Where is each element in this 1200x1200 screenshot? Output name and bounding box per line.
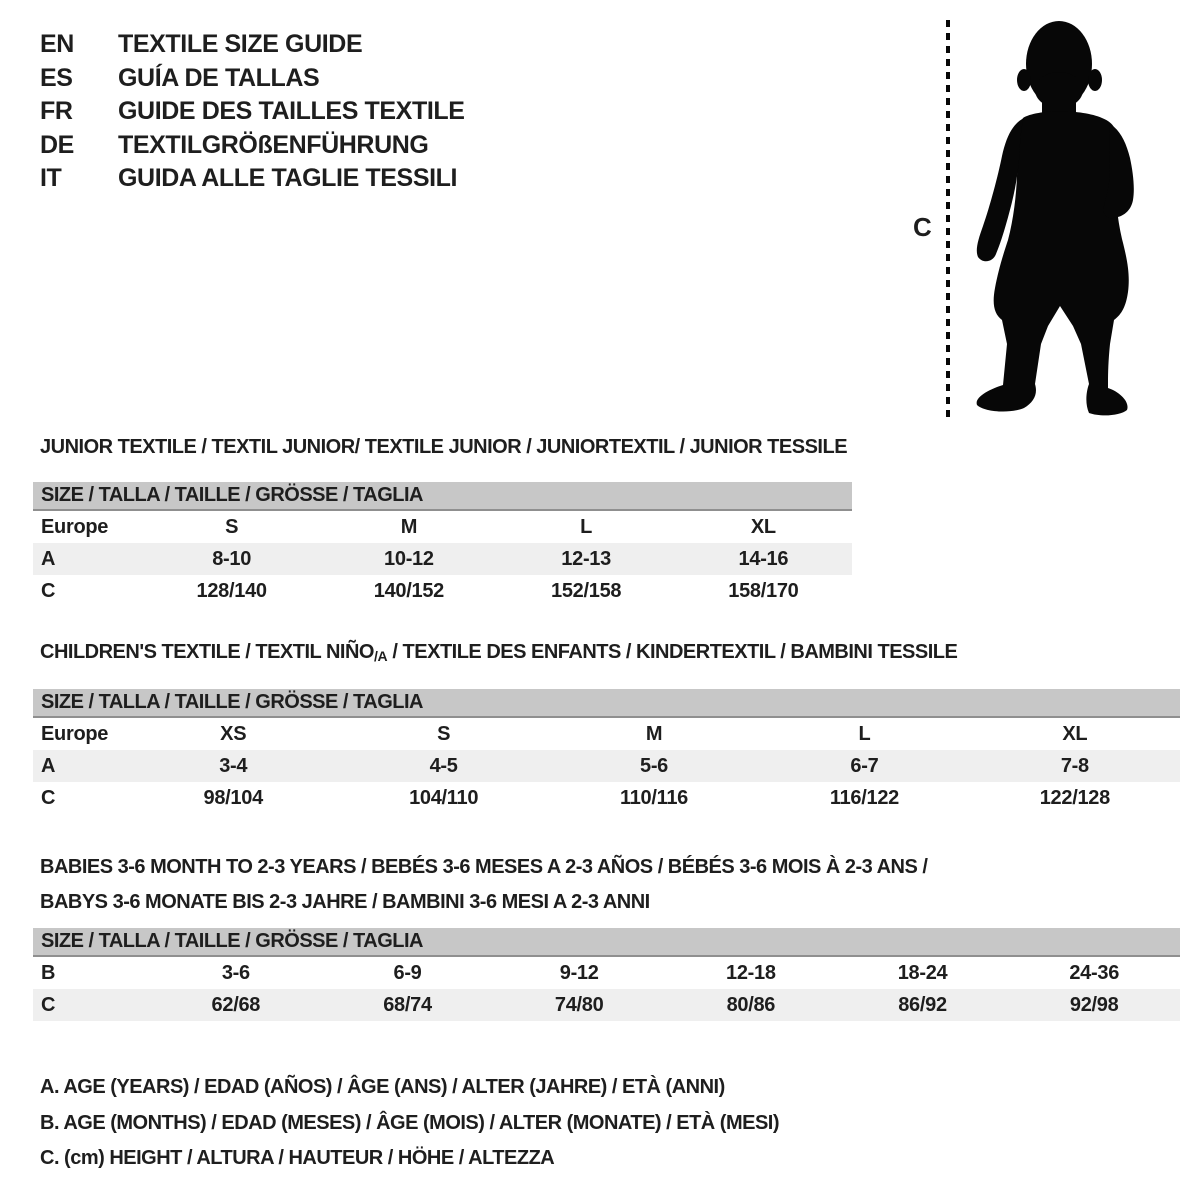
children-size-table xyxy=(33,689,1180,814)
junior-size-table xyxy=(33,482,852,607)
value-cell: 3-6 xyxy=(221,961,250,984)
row-label: B xyxy=(41,961,56,984)
size-header-label: SIZE / TALLA / TAILLE / GRÖSSE / TAGLIA xyxy=(41,484,423,506)
value-cell: 12-13 xyxy=(561,547,611,570)
size-cell: S xyxy=(225,515,239,538)
value-cell: 3-4 xyxy=(219,754,248,777)
size-cell: XS xyxy=(220,722,247,745)
language-code: EN xyxy=(40,30,74,59)
language-code: IT xyxy=(40,164,62,193)
row-label: C xyxy=(41,786,56,809)
table-row-height xyxy=(33,575,852,607)
value-cell: 128/140 xyxy=(196,579,267,602)
babies-section-title xyxy=(40,850,927,920)
row-label: C xyxy=(41,993,56,1016)
children-title-post: / TEXTILE DES ENFANTS / KINDERTEXTIL / BAMBINI TESSILE xyxy=(387,641,958,663)
language-code: DE xyxy=(40,130,74,159)
value-cell: 98/104 xyxy=(203,786,263,809)
language-row-de xyxy=(40,129,465,163)
value-cell: 6-9 xyxy=(393,961,422,984)
language-title-list xyxy=(40,28,465,196)
height-measure-label: C xyxy=(913,212,932,242)
value-cell: 140/152 xyxy=(373,579,444,602)
table-row-europe xyxy=(33,511,852,543)
row-label: A xyxy=(41,754,56,777)
language-row-fr xyxy=(40,95,465,129)
guide-title-es: GUÍA DE TALLAS xyxy=(118,63,320,92)
table-row-age-years xyxy=(33,543,852,575)
value-cell: 18-24 xyxy=(897,961,948,984)
value-cell: 92/98 xyxy=(1069,993,1119,1016)
language-row-es xyxy=(40,62,465,96)
legend-line-a: A. AGE (YEARS) / EDAD (AÑOS) / ÂGE (ANS) / ALTER (JAHRE) / ETÀ (ANNI) xyxy=(40,1076,725,1099)
size-header-label: SIZE / TALLA / TAILLE / GRÖSSE / TAGLIA xyxy=(41,691,423,713)
size-header-row xyxy=(33,482,852,511)
size-cell: M xyxy=(400,515,418,538)
size-header-row xyxy=(33,689,1180,718)
size-cell: L xyxy=(580,515,593,538)
language-row-en xyxy=(40,28,465,62)
children-section-title xyxy=(40,641,957,664)
size-cell: XL xyxy=(1062,722,1088,745)
children-title-sub: /A xyxy=(373,648,388,664)
babies-title-line1: BABIES 3-6 MONTH TO 2-3 YEARS / BEBÉS 3-6 MESES A 2-3 AÑOS / BÉBÉS 3-6 MOIS À 2-3 ANS / xyxy=(40,856,928,878)
value-cell: 5-6 xyxy=(640,754,669,777)
legend-line-b: B. AGE (MONTHS) / EDAD (MESES) / ÂGE (MOIS) / ALTER (MONATE) / ETÀ (MESI) xyxy=(40,1111,780,1134)
value-cell: 62/68 xyxy=(211,993,261,1016)
value-cell: 116/122 xyxy=(829,786,899,809)
value-cell: 14-16 xyxy=(738,547,789,570)
babies-size-table xyxy=(33,928,1180,1021)
guide-title-it: GUIDA ALLE TAGLIE TESSILI xyxy=(118,164,458,193)
language-code: ES xyxy=(40,63,73,92)
value-cell: 80/86 xyxy=(726,993,776,1016)
size-cell: M xyxy=(645,722,663,745)
value-cell: 6-7 xyxy=(850,754,879,777)
value-cell: 104/110 xyxy=(409,786,479,809)
guide-title-de: TEXTILGRÖßENFÜHRUNG xyxy=(118,130,429,159)
value-cell: 86/92 xyxy=(898,993,947,1016)
value-cell: 152/158 xyxy=(551,579,622,602)
table-row-height xyxy=(33,782,1180,814)
height-measure-dashed-line xyxy=(946,20,950,417)
children-title-pre: CHILDREN'S TEXTILE / TEXTIL NIÑO xyxy=(40,641,374,663)
value-cell: 24-36 xyxy=(1069,961,1120,984)
size-header-row xyxy=(33,928,1180,957)
row-label: A xyxy=(41,547,56,570)
table-row-age-months xyxy=(33,957,1180,989)
row-label: C xyxy=(41,579,56,602)
value-cell: 74/80 xyxy=(554,993,604,1016)
junior-section-title: JUNIOR TEXTILE / TEXTIL JUNIOR/ TEXTILE JUNIOR / JUNIORTEXTIL / JUNIOR TESSILE xyxy=(40,436,848,458)
value-cell: 110/116 xyxy=(620,786,689,809)
value-cell: 4-5 xyxy=(429,754,458,777)
language-row-it xyxy=(40,162,465,196)
value-cell: 12-18 xyxy=(726,961,776,984)
toddler-silhouette xyxy=(962,14,1142,422)
guide-title-en: TEXTILE SIZE GUIDE xyxy=(118,30,363,59)
measurement-legend xyxy=(40,1070,779,1177)
size-cell: L xyxy=(858,722,871,745)
size-header-label: SIZE / TALLA / TAILLE / GRÖSSE / TAGLIA xyxy=(41,930,423,952)
legend-line-c: C. (cm) HEIGHT / ALTURA / HAUTEUR / HÖHE / ALTEZZA xyxy=(40,1147,555,1170)
guide-title-fr: GUIDE DES TAILLES TEXTILE xyxy=(118,97,465,126)
babies-title-line2: BABYS 3-6 MONATE BIS 2-3 JAHRE / BAMBINI 3-6 MESI A 2-3 ANNI xyxy=(40,891,650,913)
value-cell: 10-12 xyxy=(384,547,434,570)
value-cell: 8-10 xyxy=(212,547,252,570)
row-label: Europe xyxy=(41,515,109,538)
language-code: FR xyxy=(40,97,73,126)
value-cell: 9-12 xyxy=(559,961,599,984)
table-row-europe xyxy=(33,718,1180,750)
size-cell: S xyxy=(437,722,451,745)
value-cell: 68/74 xyxy=(383,993,432,1016)
value-cell: 158/170 xyxy=(728,579,799,602)
table-row-age-years xyxy=(33,750,1180,782)
table-row-height xyxy=(33,989,1180,1021)
row-label: Europe xyxy=(41,722,109,745)
value-cell: 7-8 xyxy=(1060,754,1089,777)
value-cell: 122/128 xyxy=(1039,786,1110,809)
size-cell: XL xyxy=(750,515,776,538)
